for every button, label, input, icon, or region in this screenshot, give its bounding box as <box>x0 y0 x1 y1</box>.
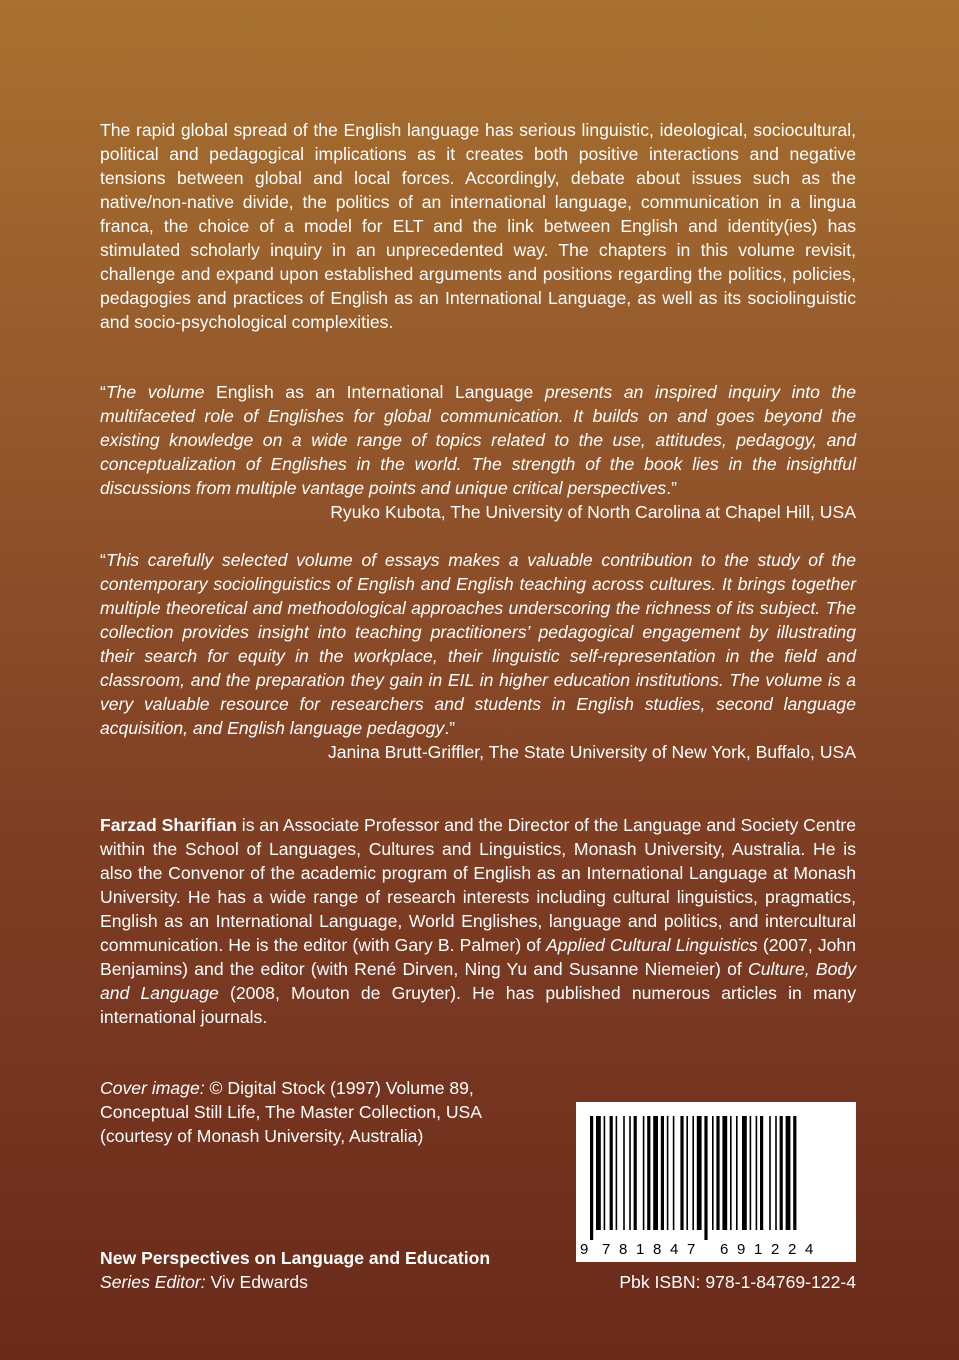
author-name: Farzad Sharifian <box>100 815 237 835</box>
cover-image-credit <box>100 1076 570 1148</box>
open-quote: “ <box>100 382 106 402</box>
barcode-bar <box>661 1116 664 1230</box>
barcode-digit: 1 <box>636 1241 645 1258</box>
barcode-digit: 7 <box>687 1241 696 1258</box>
barcode <box>576 1102 856 1262</box>
endorsement-attribution: Janina Brutt-Griffler, The State University of New York, Buffalo, USA <box>327 742 856 762</box>
isbn: Pbk ISBN: 978-1-84769-122-4 <box>619 1272 856 1292</box>
barcode-bar <box>634 1116 637 1230</box>
bio-text-part: (2007, John Benjamins) and the editor (with René Dirven, Ning Yu and Susanne Niemeier) of <box>100 935 856 979</box>
series-editor-label: Series Editor: <box>100 1272 206 1292</box>
barcode-digit: 4 <box>805 1241 814 1258</box>
open-quote: “ <box>100 550 106 570</box>
barcode-bar <box>590 1116 593 1240</box>
barcode-digit: 2 <box>788 1241 797 1258</box>
barcode-bar <box>786 1116 791 1230</box>
barcode-bar <box>680 1116 683 1230</box>
barcode-bar <box>742 1116 747 1230</box>
barcode-bar <box>780 1116 783 1230</box>
barcode-bar <box>716 1116 719 1230</box>
barcode-bar <box>629 1116 631 1230</box>
barcode-bar <box>647 1116 650 1230</box>
endorsement-kubota-text <box>100 380 856 500</box>
barcode-bar <box>712 1116 714 1230</box>
credit-line <box>100 1076 570 1100</box>
author-bio <box>100 813 856 1029</box>
book-title: Culture, Body and Language <box>100 959 856 1003</box>
barcode-bar <box>793 1116 796 1230</box>
barcode-digit: 8 <box>653 1241 662 1258</box>
close-quote: .” <box>444 718 456 738</box>
barcode-graphic <box>576 1102 856 1262</box>
barcode-digit: 7 <box>602 1241 611 1258</box>
barcode-bar <box>730 1116 732 1230</box>
endorsement-brutt-griffler <box>100 548 856 764</box>
bio-text-part: is an Associate Professor and the Director of the Language and Society Centre within the School of Languages, Cultures and Linguistics, Monash University, Australia. He is also the Convenor of the academic program of English as an International Language at Monash University. He has a wide range of research interests including cultural linguistics, pragmatics, English as an International Language, World Englishes, language and politics, and intercultural communication. He is the editor (with Gary B. Palmer) of <box>100 815 856 955</box>
endorsement-attribution: Ryuko Kubota, The University of North Carolina at Chapel Hill, USA <box>330 502 856 522</box>
barcode-bar <box>686 1116 688 1230</box>
barcode-bar <box>775 1116 777 1230</box>
barcode-bar <box>750 1116 752 1230</box>
barcode-bar <box>704 1116 707 1240</box>
book-title: Applied Cultural Linguistics <box>546 935 758 955</box>
credit-text: © Digital Stock (1997) Volume 89, <box>204 1078 474 1098</box>
barcode-bar <box>596 1116 601 1230</box>
barcode-digit: 4 <box>670 1241 679 1258</box>
barcode-digit: 1 <box>754 1241 763 1258</box>
blurb-text: The rapid global spread of the English language has serious linguistic, ideological, sociocultural, political and pedagogical implications as it creates both positive interactions and negative tensions between global and local forces. Accordingly, debate about issues such as the native/non-native divide, the politics of an international language, communication in a lingua franca, the choice of a model for ELT and the link between English and identity(ies) has stimulated scholarly inquiry in an unprecedented way. The chapters in this volume revisit, challenge and expand upon established arguments and positions regarding the politics, policies, pedagogies and practices of English as an International Language, as well as its sociolinguistic and socio-psychological complexities. <box>100 120 856 332</box>
quote-text-part: presents an inspired inquiry into the multifaceted role of Englishes for global communication. It builds on and goes beyond the existing knowledge on a wide range of topics related to the use, attitudes, pedagogy, and conceptualization of Englishes in the world. The strength of the book lies in the insightful discussions from multiple vantage points and unique critical perspectives <box>100 382 856 498</box>
credit-line: Conceptual Still Life, The Master Collection, USA <box>100 1102 483 1122</box>
barcode-bar <box>673 1116 675 1230</box>
blurb-paragraph <box>100 118 856 334</box>
barcode-bar <box>756 1116 758 1230</box>
credit-line: (courtesy of Monash University, Australia) <box>100 1126 424 1146</box>
barcode-bar <box>610 1116 613 1230</box>
book-title: English as an International Language <box>216 382 534 402</box>
author-bio-text <box>100 813 856 1029</box>
barcode-bar <box>667 1116 669 1230</box>
endorsement-brutt-griffler-text <box>100 548 856 740</box>
barcode-bar <box>692 1116 694 1230</box>
barcode-digit: 2 <box>771 1241 780 1258</box>
barcode-digit: 9 <box>737 1241 746 1258</box>
barcode-bar <box>623 1116 625 1230</box>
barcode-bar <box>643 1116 645 1230</box>
barcode-bar <box>697 1116 702 1230</box>
quote-text-part: This carefully selected volume of essays makes a valuable contribution to the study of the contemporary sociolinguistics of English and English teaching across cultures. It brings together multiple theoretical and methodological approaches underscoring the richness of its subject. The collection provides insight into teaching practitioners’ pedagogical engagement by illustrating their search for equity in the workplace, their linguistic self-representation in the field and classroom, and the preparation they gain in EIL in higher education institutions. The volume is a very valuable resource for researchers and students in English studies, second language acquisition, and English language pedagogy <box>100 550 856 738</box>
series-editor <box>100 1270 570 1294</box>
close-quote: .” <box>666 478 677 498</box>
barcode-digit: 6 <box>720 1241 729 1258</box>
barcode-digit: 9 <box>580 1241 589 1258</box>
barcode-bar <box>769 1116 771 1230</box>
series-info <box>100 1246 570 1294</box>
barcode-bar <box>760 1116 763 1230</box>
barcode-bar <box>653 1116 658 1230</box>
barcode-bar <box>616 1116 618 1230</box>
quote-text-part: The volume <box>105 382 217 402</box>
series-editor-name: Viv Edwards <box>205 1272 308 1292</box>
credit-label: Cover image: <box>100 1078 205 1098</box>
endorsement-kubota <box>100 380 856 524</box>
series-title: New Perspectives on Language and Education <box>100 1248 491 1268</box>
barcode-bar <box>722 1116 727 1230</box>
barcode-bar <box>736 1116 738 1230</box>
barcode-bar <box>604 1116 606 1230</box>
barcode-digit: 8 <box>619 1241 628 1258</box>
bio-text-part: (2008, Mouton de Gruyter). He has published numerous articles in many international journals. <box>100 983 856 1027</box>
